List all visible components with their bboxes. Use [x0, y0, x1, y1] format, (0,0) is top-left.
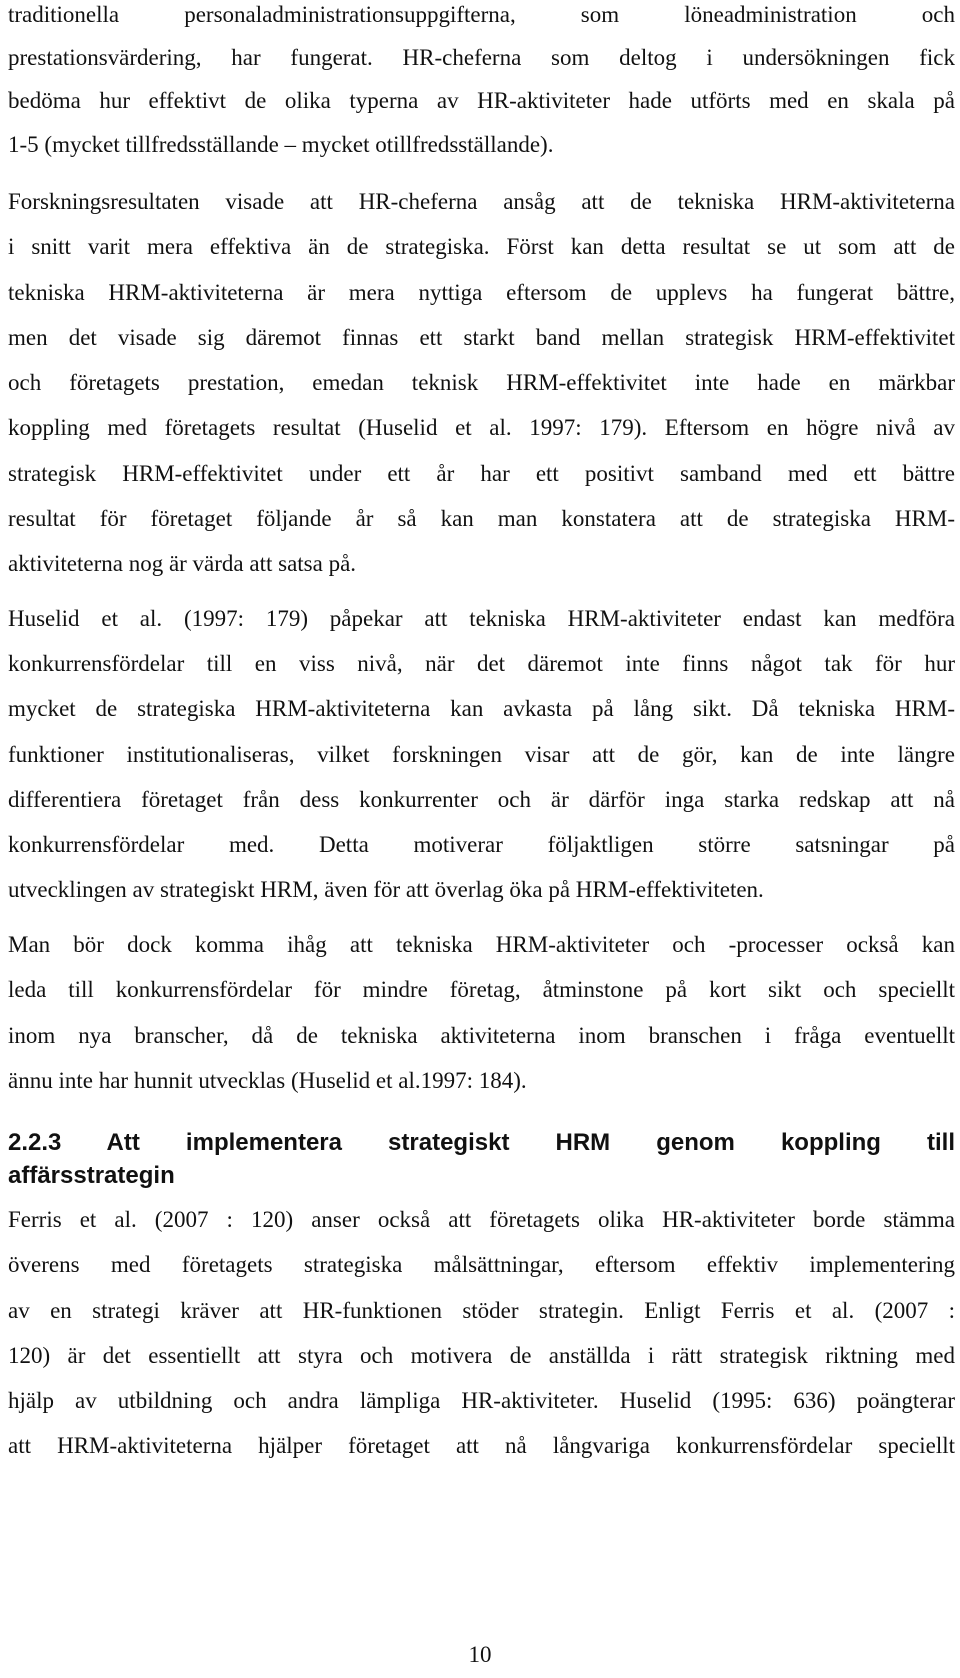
text-line: 1-5 (mycket tillfredsställande – mycket otillfredsställande). — [8, 132, 554, 157]
heading-line: 2.2.3 Att implementera strategiskt HRM genom koppling till — [8, 1129, 955, 1156]
text-line: 120) är det essentiellt att styra och motivera de anställda i rätt strategisk riktning med — [8, 1343, 955, 1368]
text-line: hjälp av utbildning och andra lämpliga HR-aktiviteter. Huselid (1995: 636) poängterar — [8, 1388, 955, 1413]
text-line: men det visade sig däremot finnas ett starkt band mellan strategisk HRM-effektivitet — [8, 325, 955, 350]
text-line: traditionella personaladministrationsuppgifterna, som löneadministration och — [8, 2, 955, 27]
text-line: av en strategi kräver att HR-funktionen stöder strategin. Enligt Ferris et al. (2007 : — [8, 1298, 955, 1323]
text-line: aktiviteterna nog är värda att satsa på. — [8, 551, 357, 576]
text-line: konkurrensfördelar med. Detta motiverar följaktligen större satsningar på — [8, 832, 955, 857]
text-line: koppling med företagets resultat (Huselid et al. 1997: 179). Eftersom en högre nivå av — [8, 415, 955, 440]
text-line: tekniska HRM-aktiviteterna är mera nyttiga eftersom de upplevs ha fungerat bättre, — [8, 280, 955, 305]
text-line: funktioner institutionaliseras, vilket forskningen visar att de gör, kan de inte längre — [8, 742, 955, 767]
heading-line: affärsstrategin — [8, 1162, 175, 1189]
text-line: leda till konkurrensfördelar för mindre företag, åtminstone på kort sikt och speciellt — [8, 977, 955, 1002]
text-line: strategisk HRM-effektivitet under ett år har ett positivt samband med ett bättre — [8, 461, 955, 486]
text-line: differentiera företaget från dess konkurrenter och är därför inga starka redskap att nå — [8, 787, 955, 812]
text-line: ännu inte har hunnit utvecklas (Huselid et al.1997: 184). — [8, 1068, 527, 1093]
page-number: 10 — [468, 1642, 492, 1667]
text-line: utvecklingen av strategiskt HRM, även för att överlag öka på HRM-effektiviteten. — [8, 877, 764, 902]
text-line: resultat för företaget följande år så kan man konstatera att de strategiska HRM- — [8, 506, 955, 531]
text-line: Ferris et al. (2007 : 120) anser också att företagets olika HR-aktiviteter borde stämma — [8, 1207, 955, 1232]
text-line: att HRM-aktiviteterna hjälper företaget att nå långvariga konkurrensfördelar speciellt — [8, 1433, 955, 1458]
text-line: Man bör dock komma ihåg att tekniska HRM-aktiviteter och -processer också kan — [8, 932, 955, 957]
text-line: prestationsvärdering, har fungerat. HR-cheferna som deltog i undersökningen fick — [8, 45, 955, 70]
text-line: Forskningsresultaten visade att HR-cheferna ansåg att de tekniska HRM-aktiviteterna — [8, 189, 955, 214]
text-line: inom nya branscher, då de tekniska aktiviteterna inom branschen i fråga eventuellt — [8, 1023, 955, 1048]
text-line: mycket de strategiska HRM-aktiviteterna kan avkasta på lång sikt. Då tekniska HRM- — [8, 696, 955, 721]
text-line: konkurrensfördelar till en viss nivå, när det däremot inte finns något tak för hur — [8, 651, 955, 676]
text-line: i snitt varit mera effektiva än de strategiska. Först kan detta resultat se ut som att de — [8, 234, 955, 259]
text-line: Huselid et al. (1997: 179) påpekar att tekniska HRM-aktiviteter endast kan medföra — [8, 606, 955, 631]
text-line: bedöma hur effektivt de olika typerna av HR-aktiviteter hade utförts med en skala på — [8, 88, 955, 113]
text-line: överens med företagets strategiska målsättningar, eftersom effektiv implementering — [8, 1252, 955, 1277]
text-line: och företagets prestation, emedan teknisk HRM-effektivitet inte hade en märkbar — [8, 370, 955, 395]
